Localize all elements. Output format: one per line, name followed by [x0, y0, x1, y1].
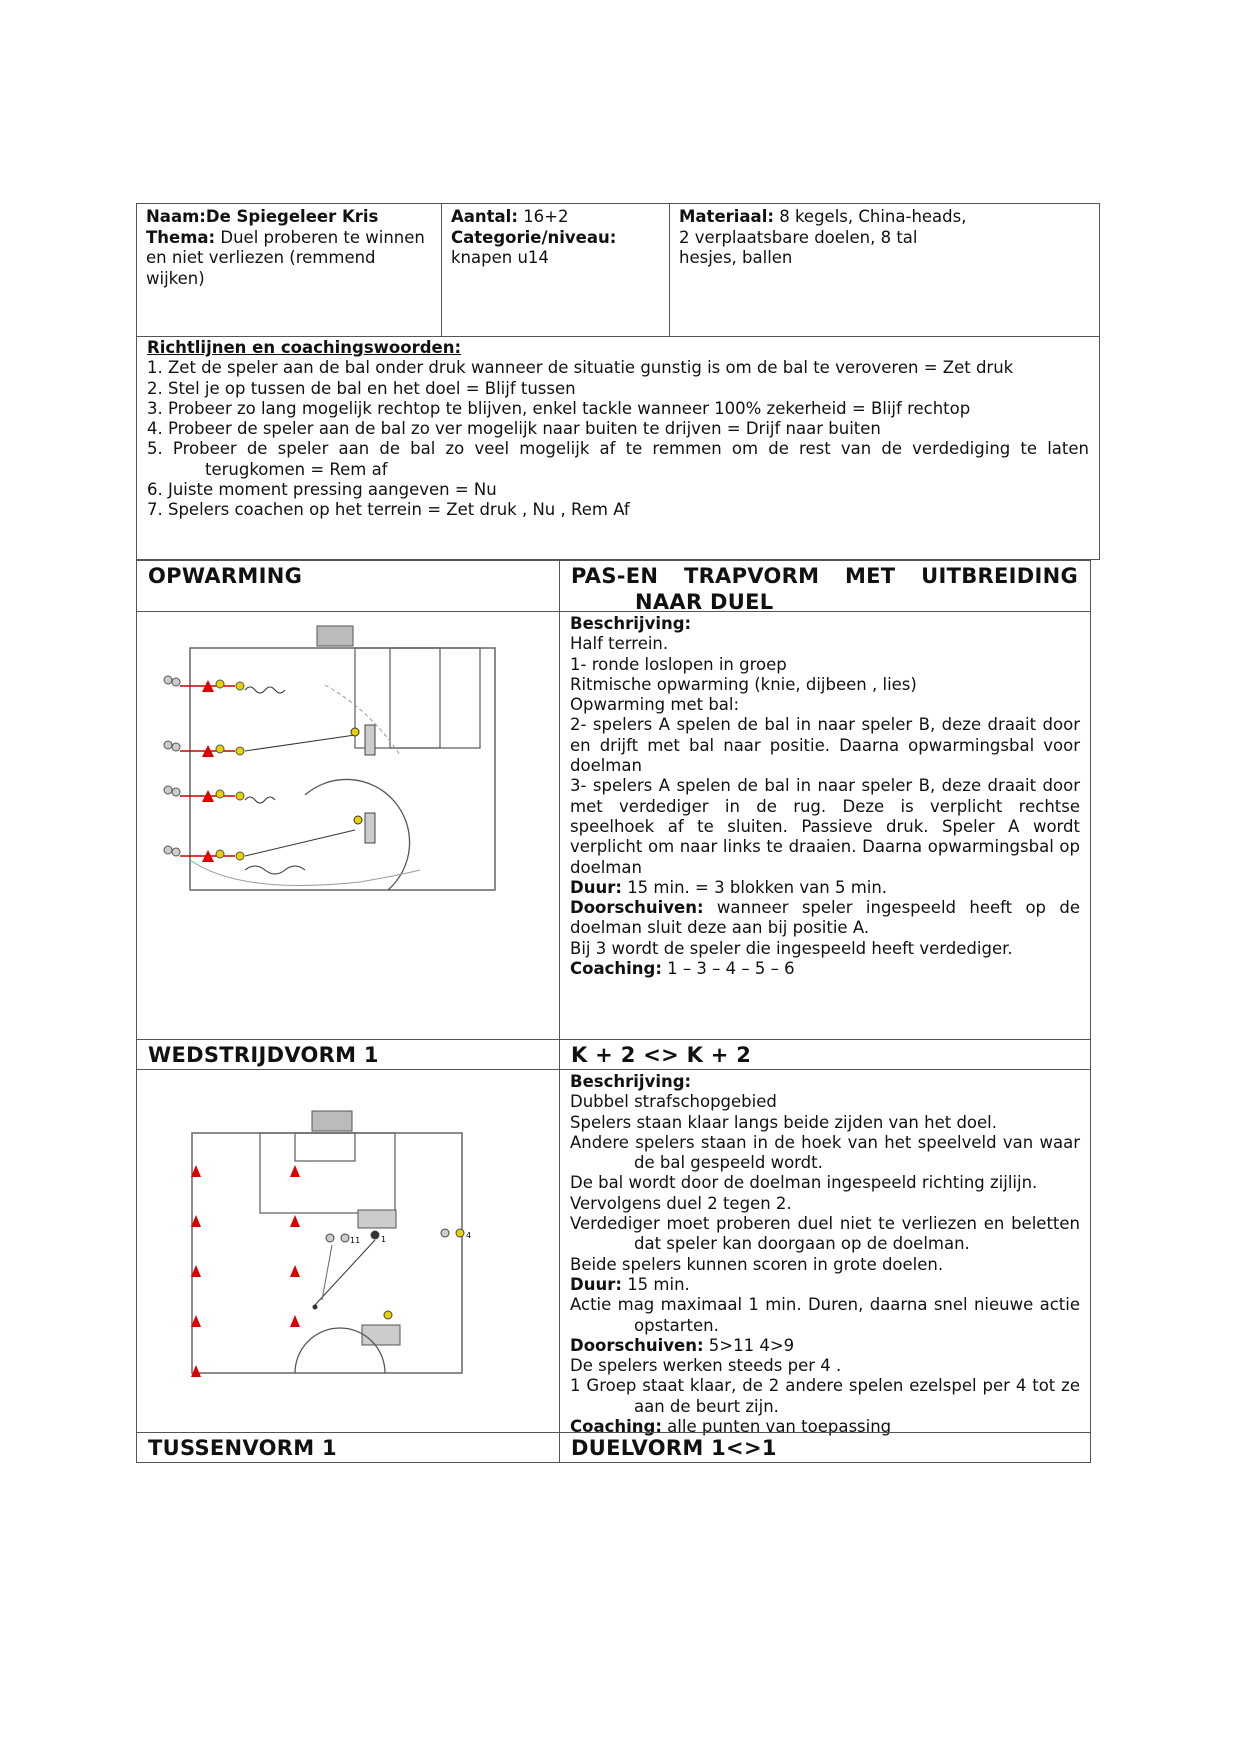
cones — [191, 1165, 300, 1377]
wedstrijd-title: WEDSTRIJDVORM 1 — [148, 1043, 379, 1067]
categorie-value: knapen u14 — [451, 248, 549, 267]
opwarming-right-title — [560, 561, 1090, 617]
tussen-right-title: DUELVORM 1<>1 — [571, 1436, 777, 1460]
wedstrijd-actie: Actie mag maximaal 1 min. Duren, daarna snel nieuwe actie opstarten. — [570, 1295, 1080, 1335]
label-1: 1 — [381, 1235, 387, 1244]
thema-label: Thema: — [146, 227, 216, 247]
wedstrijd-line: Andere spelers staan in de hoek van het speelveld van waar de bal gespeeld wordt. — [570, 1132, 1080, 1173]
opwarming-form-title: PAS-EN TRAPVORM MET UITBREIDING NAAR DUEL — [571, 564, 1078, 614]
guideline-5: 5. Probeer de speler aan de bal zo veel mogelijk af te remmen om de rest van de verdediging te laten terugkomen = Rem af — [147, 439, 1089, 479]
guidelines-title: Richtlijnen en coachingswoorden: — [147, 338, 462, 357]
label-11: 11 — [350, 1236, 361, 1245]
goal-top — [317, 626, 353, 646]
opwarming-line: Half terrein. — [570, 634, 669, 654]
coaching-label: Coaching: — [570, 959, 662, 979]
wedstrijd-description — [570, 1072, 1080, 1437]
goal-bottom — [362, 1325, 400, 1345]
doorschuiven-label: Doorschuiven: — [570, 898, 704, 918]
opwarming-line: 3- spelers A spelen de bal in naar speler B, deze draait door met verdediger in de rug. Deze is verplicht rechtse speelhoek af te sluiten. Passieve druk. Speler A wordt verplicht om naar links te draaien. Daarna opwarmingsbal op doelman — [570, 776, 1080, 877]
guideline-7: 7. Spelers coachen op het terrein = Zet druk , Nu , Rem Af — [147, 500, 630, 520]
duur-label: Duur: — [570, 877, 622, 897]
goal-small-2 — [365, 813, 375, 843]
thema-value: Duel proberen te winnen en niet verliezen (remmend wijken) — [146, 227, 425, 288]
opwarming-line: 2- spelers A spelen de bal in naar speler B, deze draait door en drijft met bal naar positie. Daarna opwarmingsbal voor doelman — [570, 715, 1080, 776]
wedstrijd-line: Verdediger moet proberen duel niet te verliezen en beletten dat speler kan doorgaan op de doelman. — [570, 1214, 1080, 1254]
duur-value: 15 min. = 3 blokken van 5 min. — [627, 877, 888, 897]
materiaal-value: 8 kegels, China-heads, 2 verplaatsbare doelen, 8 tal hesjes, ballen — [679, 207, 967, 267]
duur-value: 15 min. — [627, 1274, 690, 1294]
player-rows — [164, 676, 355, 874]
guidelines-content — [147, 338, 1089, 521]
wedstrijd-line: Dubbel strafschopgebied — [570, 1092, 777, 1112]
tussen-title: TUSSENVORM 1 — [148, 1436, 337, 1460]
guideline-4: 4. Probeer de speler aan de bal zo ver mogelijk naar buiten te drijven = Drijf naar buiten — [147, 419, 881, 439]
wedstrijd-line: Spelers staan klaar langs beide zijden van het doel. — [570, 1112, 997, 1132]
goal-top — [312, 1111, 352, 1131]
duur-label: Duur: — [570, 1274, 622, 1294]
opwarming-beschrijving-label: Beschrijving: — [570, 614, 692, 633]
opwarming-line: Opwarming met bal: — [570, 695, 740, 715]
doorschuiven-value: wanneer speler ingespeeld heeft op de doelman sluit deze aan bij positie A. — [570, 898, 1080, 938]
opwarming-line: Ritmische opwarming (knie, dijbeen , lies) — [570, 674, 917, 694]
categorie-label: Categorie/niveau: — [451, 227, 617, 247]
guideline-2: 2. Stel je op tussen de bal en het doel = Blijf tussen — [147, 378, 576, 398]
wedstrijd-line: De bal wordt door de doelman ingespeeld richting zijlijn. — [570, 1173, 1038, 1193]
coaching-value: 1 – 3 – 4 – 5 – 6 — [667, 959, 795, 979]
wedstrijd-line: Beide spelers kunnen scoren in grote doelen. — [570, 1254, 944, 1274]
coaching-label: Coaching: — [570, 1417, 662, 1437]
naam-label: Naam: — [146, 207, 206, 226]
wedstrijd-line: Vervolgens duel 2 tegen 2. — [570, 1193, 792, 1213]
aantal-value: 16+2 — [523, 207, 569, 226]
opwarming-description — [570, 614, 1080, 979]
warmup-diagram — [160, 620, 500, 900]
naam-value: De Spiegeleer Kris — [205, 207, 379, 226]
wedstrijd-line: De spelers werken steeds per 4 . — [570, 1356, 842, 1376]
doorschuiven-label: Doorschuiven: — [570, 1335, 704, 1355]
guideline-1: 1. Zet de speler aan de bal onder druk wanneer de situatie gunstig is om de bal te veroveren = Zet druk — [147, 358, 1014, 378]
opwarming-line: 1- ronde loslopen in groep — [570, 654, 787, 674]
wedstrijd-beschrijving-label: Beschrijving: — [570, 1072, 692, 1091]
wedstrijd-right-title: K + 2 <> K + 2 — [571, 1043, 752, 1067]
opwarming-extra: Bij 3 wordt de speler die ingespeeld heeft verdediger. — [570, 938, 1013, 958]
header-name-cell — [136, 204, 441, 292]
header-materiaal-cell — [669, 204, 989, 272]
label-4: 4 — [466, 1231, 472, 1240]
match-diagram — [170, 1105, 500, 1380]
goal-small-1 — [365, 725, 375, 755]
doorschuiven-value: 5>11 4>9 — [708, 1335, 795, 1355]
coaching-value: alle punten van toepassing — [667, 1417, 892, 1437]
guideline-3: 3. Probeer zo lang mogelijk rechtop te blijven, enkel tackle wanneer 100% zekerheid = Blijf rechtop — [147, 398, 971, 418]
guideline-6: 6. Juiste moment pressing aangeven = Nu — [147, 480, 497, 500]
header-aantal-cell — [441, 204, 669, 272]
wedstrijd-line: 1 Groep staat klaar, de 2 andere spelen ezelspel per 4 tot ze aan de beurt zijn. — [570, 1376, 1080, 1416]
aantal-label: Aantal: — [451, 207, 518, 226]
materiaal-label: Materiaal: — [679, 207, 774, 226]
opwarming-title: OPWARMING — [148, 564, 303, 588]
goal-middle — [358, 1210, 396, 1228]
